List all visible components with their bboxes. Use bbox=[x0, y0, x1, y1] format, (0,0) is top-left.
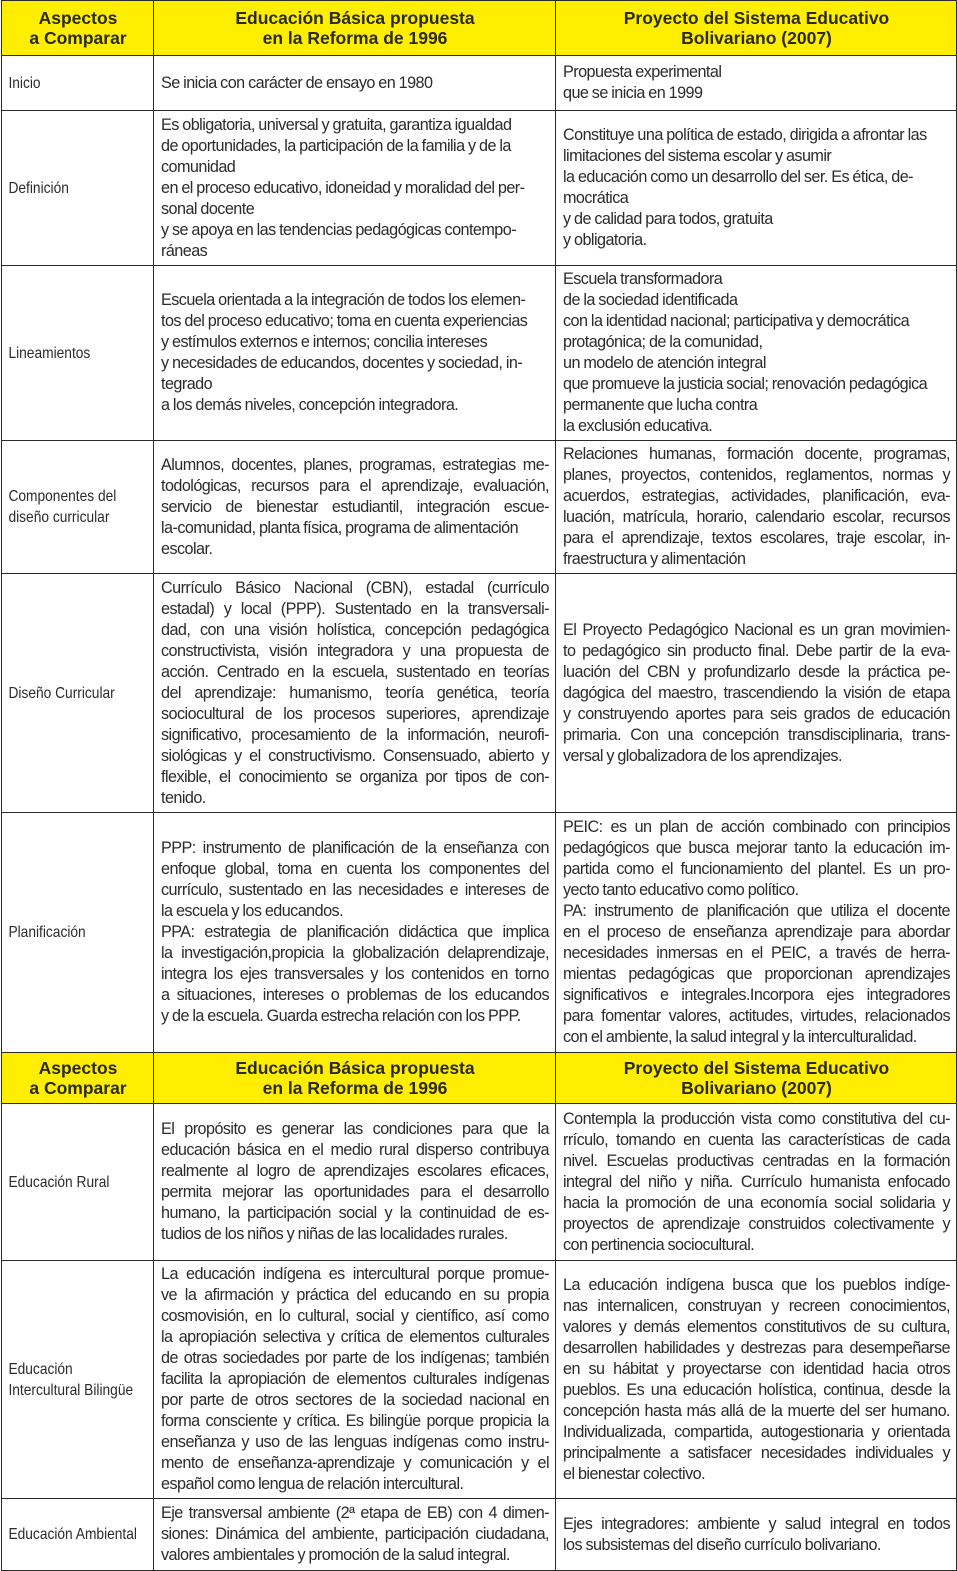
cell-text-line: acción. Centrado en la escuela, sustentado en teorías bbox=[161, 662, 549, 681]
aspect-label: Educación Rural bbox=[7, 1173, 109, 1191]
reforma-1996-cell bbox=[154, 441, 556, 574]
cell-text-line: y obligatoria. bbox=[563, 231, 647, 249]
cell-text-line: en el proceso educativo, idoneidad y moralidad del per- bbox=[161, 178, 525, 197]
cell-text-line: fraestructura y alimentación bbox=[563, 550, 746, 568]
cell-text-line: español como lengua de relación intercultural. bbox=[161, 1475, 464, 1493]
reforma-1996-cell bbox=[154, 1499, 556, 1571]
cell-text-line: constructivista, visión integradora y una propuesta de bbox=[161, 641, 549, 660]
cell-text-line: integral del niño y niña. Currículo humanista enfocado bbox=[563, 1172, 950, 1191]
cell-text-line: Relaciones humanas, formación docente, programas, bbox=[563, 445, 950, 463]
cell-text-line: rrículo, tomando en cuenta las características de cada bbox=[563, 1130, 950, 1149]
table-row bbox=[2, 441, 957, 574]
cell-text-line: valores ambientales y promoción de la salud integral. bbox=[161, 1546, 510, 1564]
column-header-line: Proyecto del Sistema Educativo bbox=[623, 8, 890, 28]
cell-text-line: todológicas, recursos para el aprendizaje, evaluación, bbox=[161, 476, 549, 495]
bolivariano-2007-cell bbox=[556, 56, 957, 111]
cell-text-line: a los demás niveles, concepción integradora. bbox=[161, 396, 459, 414]
cell-text-line: tos del proceso educativo; toma en cuenta experiencias bbox=[161, 312, 528, 330]
cell-text-line: versal y globalizadora de los aprendizajes. bbox=[563, 746, 842, 765]
column-header-line: Educación Básica propuesta bbox=[235, 1058, 475, 1078]
reforma-1996-cell bbox=[154, 1261, 556, 1499]
cell-text-line: luación, matrícula, horario, calendario escolar, recursos bbox=[563, 508, 950, 526]
aspect-label: Lineamientos bbox=[7, 344, 90, 362]
cell-text-line: valores y demás elementos constitutivos de su cultura, bbox=[563, 1317, 950, 1336]
cell-text-line: proyectos de aprendizaje construidos colectivamente y bbox=[563, 1214, 950, 1233]
aspect-cell bbox=[2, 1104, 133, 1261]
cell-text-line: to pedagógico sin producto final. Debe partir de la eva- bbox=[563, 641, 950, 660]
aspect-label: Inicio bbox=[7, 74, 41, 92]
cell-text-line: el bienestar colectivo. bbox=[563, 1464, 706, 1483]
cell-text-line: la investigación,propicia la globalización delaprendizaje, bbox=[161, 944, 549, 962]
bolivariano-2007-cell bbox=[556, 813, 957, 1053]
cell-text-line: Escuela orientada a la integración de todos los elemen- bbox=[161, 291, 526, 309]
cell-text-line: Eje transversal ambiente (2ª etapa de EB) con 4 dimen- bbox=[161, 1504, 549, 1522]
table-row bbox=[2, 56, 957, 111]
cell-text-line: con el ambiente, la salud integral y la interculturalidad. bbox=[563, 1028, 917, 1046]
aspect-cell bbox=[2, 111, 133, 266]
table-row bbox=[2, 813, 957, 1053]
cell-text-line: enfoque global, toma en cuenta los componentes del bbox=[161, 860, 549, 878]
aspect-cell bbox=[2, 1499, 137, 1571]
cell-text-line: de oportunidades, la participación de la familia y de la bbox=[161, 136, 511, 155]
cell-text-line: la apropiación selectiva y crítica de elementos culturales bbox=[161, 1328, 549, 1346]
cell-text-line: La educación indígena es intercultural porque promue- bbox=[161, 1265, 549, 1283]
cell-text-line: nas internalicen, construyan y recreen conocimientos, bbox=[563, 1296, 950, 1315]
cell-text-line: acuerdos, estrategias, actividades, planificación, eva- bbox=[563, 487, 950, 505]
column-header-line: Educación Básica propuesta bbox=[235, 8, 475, 28]
cell-text-line: hacia la promoción de una economía social solidaria y bbox=[563, 1193, 950, 1212]
cell-text-line: ráneas bbox=[161, 241, 208, 260]
cell-text-line: pueblos. Es una educación holística, continua, desde la bbox=[563, 1380, 950, 1399]
bolivariano-2007-cell bbox=[556, 441, 957, 574]
comparison-table bbox=[1, 0, 957, 1571]
cell-text-line: currículo, sustentado en las necesidades e intereses de bbox=[161, 881, 549, 899]
cell-text-line: la-comunidad, planta física, programa de alimentación bbox=[161, 518, 519, 537]
column-header-line: a Comparar bbox=[29, 1078, 127, 1098]
cell-text-line: y se apoya en las tendencias pedagógicas contempo- bbox=[161, 220, 517, 239]
cell-text-line: dad, con una visión holística, concepción pedagógica bbox=[161, 620, 549, 639]
aspect-cell bbox=[2, 813, 133, 1053]
cell-text-line: en el proceso de enseñanza aprendizaje para abordar bbox=[563, 923, 950, 941]
cell-text-line: PEIC: es un plan de acción combinado con principios bbox=[563, 818, 950, 836]
cell-text-line: luación del CBN y profundizarlo desde la práctica pe- bbox=[563, 662, 950, 681]
column-header-line: Aspectos bbox=[38, 8, 118, 28]
cell-text-line: de la sociedad identificada bbox=[563, 291, 738, 309]
bolivariano-2007-cell bbox=[556, 266, 957, 441]
aspect-cell bbox=[2, 574, 133, 813]
aspect-cell bbox=[2, 1261, 133, 1499]
column-header-2 bbox=[154, 1, 556, 56]
cell-text-line: integra los ejes transversales y los contenidos en torno bbox=[161, 965, 549, 983]
aspect-label: Educación Intercultural Bilingüe bbox=[7, 1360, 133, 1399]
header-row bbox=[2, 1053, 957, 1104]
cell-text-line: siones: Dinámica del ambiente, participación ciudadana, bbox=[161, 1525, 549, 1543]
cell-text-line: partida como el funcionamiento del plantel. Es un pro- bbox=[563, 860, 950, 878]
cell-text-line: y de calidad para todos, gratuita bbox=[563, 210, 773, 228]
cell-text-line: que se inicia en 1999 bbox=[563, 84, 703, 102]
cell-text-line: para fomentar valores, actitudes, virtudes, relacionados bbox=[563, 1007, 950, 1025]
cell-text-line: Se inicia con carácter de ensayo en 1980 bbox=[161, 73, 433, 92]
cell-text-line: realmente al logro de aprendizajes escolares eficaces, bbox=[161, 1162, 549, 1180]
reforma-1996-cell bbox=[154, 1104, 556, 1261]
column-header-line: en la Reforma de 1996 bbox=[262, 1078, 448, 1098]
reforma-1996-cell bbox=[154, 574, 556, 813]
cell-text-line: facilita la apropiación de elementos culturales indígenas bbox=[161, 1370, 549, 1388]
cell-text-line: dagógica del maestro, trascendiendo la visión de etapa bbox=[563, 683, 950, 702]
cell-text-line: significativos e integrales.Incorpora ejes integradores bbox=[563, 986, 950, 1004]
cell-text-line: la educación como un desarrollo del ser. Es ética, de- bbox=[563, 168, 914, 186]
aspect-cell bbox=[2, 56, 133, 111]
cell-text-line: significativo, procesamiento de la información, neurofi- bbox=[161, 725, 549, 744]
cell-text-line: permanente que lucha contra bbox=[563, 396, 758, 414]
cell-text-line: Alumnos, docentes, planes, programas, estrategias me- bbox=[161, 455, 549, 474]
cell-text-line: PA: instrumento de planificación que utiliza el docente bbox=[563, 902, 950, 920]
reforma-1996-cell bbox=[154, 266, 556, 441]
aspect-label: Diseño Curricular bbox=[7, 684, 115, 702]
cell-text-line: del aprendizaje: humanismo, teoría genética, teoría bbox=[161, 683, 549, 702]
cell-text-line: por parte de otros sectores de la sociedad nacional en bbox=[161, 1391, 549, 1409]
cell-text-line: y necesidades de educandos, docentes y sociedad, in- bbox=[161, 354, 523, 372]
bolivariano-2007-cell bbox=[556, 574, 957, 813]
aspect-label: Educación Ambiental bbox=[7, 1526, 137, 1543]
column-header-line: Aspectos bbox=[38, 1058, 118, 1078]
cell-text-line: PPA: estrategia de planificación didáctica que implica bbox=[161, 923, 549, 941]
column-header-2 bbox=[154, 1053, 556, 1104]
cell-text-line: la escuela y los educandos. bbox=[161, 902, 344, 920]
cell-text-line: mocrática bbox=[563, 189, 629, 207]
cell-text-line: estadal) y local (PPP). Sustentado en la transversali- bbox=[161, 599, 549, 618]
column-header-1 bbox=[2, 1053, 154, 1104]
cell-text-line: humano, la participación social y la continuidad de es- bbox=[161, 1204, 549, 1222]
cell-text-line: en su hábitat y proyectarse con identidad hacia otros bbox=[563, 1359, 950, 1378]
bolivariano-2007-cell bbox=[556, 1499, 957, 1571]
cell-text-line: planes, proyectos, contenidos, reglamentos, normas y bbox=[563, 466, 950, 484]
cell-text-line: Currículo Básico Nacional (CBN), estadal (currículo bbox=[161, 578, 549, 597]
cell-text-line: pedagógicos que busca mejorar tanto la educación im- bbox=[563, 839, 950, 857]
cell-text-line: de otras sociedades por parte de los indígenas; también bbox=[161, 1349, 549, 1367]
cell-text-line: para el aprendizaje, textos escolares, traje escolar, in- bbox=[563, 529, 950, 547]
cell-text-line: yecto tanto educativo como político. bbox=[563, 881, 799, 899]
cell-text-line: Es obligatoria, universal y gratuita, garantiza igualdad bbox=[161, 115, 512, 134]
cell-text-line: desarrollen habilidades y destrezas para desempeñarse bbox=[563, 1338, 950, 1357]
cell-text-line: necesidades inmersas en el PEIC, a través de herra- bbox=[563, 944, 950, 962]
header-row bbox=[2, 1, 957, 56]
cell-text-line: Escuela transformadora bbox=[563, 270, 723, 288]
table-row bbox=[2, 1104, 957, 1261]
cell-text-line: educación básica en el medio rural disperso contribuya bbox=[161, 1141, 549, 1159]
column-header-line: en la Reforma de 1996 bbox=[262, 28, 448, 48]
comparison-table-body bbox=[2, 1, 957, 1571]
table-row bbox=[2, 111, 957, 266]
cell-text-line: con pertinencia sociocultural. bbox=[563, 1235, 755, 1254]
cell-text-line: a situaciones, intereses o problemas de los educandos bbox=[161, 986, 549, 1004]
cell-text-line: La educación indígena busca que los pueblos indíge- bbox=[563, 1275, 950, 1294]
column-header-3 bbox=[556, 1053, 957, 1104]
cell-text-line: la exclusión educativa. bbox=[563, 417, 713, 435]
cell-text-line: y construyendo aportes para seis grados de educación bbox=[563, 704, 950, 723]
column-header-line: a Comparar bbox=[29, 28, 127, 48]
cell-text-line: escolar. bbox=[161, 539, 213, 558]
reforma-1996-cell bbox=[154, 111, 556, 266]
cell-text-line: y de la escuela. Guarda estrecha relación con los PPP. bbox=[161, 1007, 521, 1025]
cell-text-line: los subsistemas del diseño currículo bolivariano. bbox=[563, 1535, 881, 1554]
column-header-3 bbox=[556, 1, 957, 56]
cell-text-line: forma consciente y crítica. Es bilingüe porque propicia la bbox=[161, 1412, 549, 1430]
cell-text-line: sociocultural de los procesos superiores, aprendizaje bbox=[161, 704, 549, 723]
aspect-cell bbox=[2, 441, 133, 574]
cell-text-line: El propósito es generar las condiciones para que la bbox=[161, 1120, 549, 1138]
cell-text-line: cosmovisión, en lo cultural, social y científico, así como bbox=[161, 1307, 549, 1325]
cell-text-line: limitaciones del sistema escolar y asumir bbox=[563, 147, 832, 165]
cell-text-line: El Proyecto Pedagógico Nacional es un gran movimien- bbox=[563, 620, 950, 639]
cell-text-line: permita mejorar las oportunidades para el desarrollo bbox=[161, 1183, 549, 1201]
column-header-line: Bolivariano (2007) bbox=[681, 28, 832, 48]
bolivariano-2007-cell bbox=[556, 111, 957, 266]
column-header-1 bbox=[2, 1, 154, 56]
cell-text-line: enseñanza y uso de las lenguas indígenas como instru- bbox=[161, 1433, 549, 1451]
table-row bbox=[2, 1499, 957, 1571]
aspect-label: Componentes del diseño curricular bbox=[7, 488, 116, 526]
cell-text-line: siológicas y el constructivismo. Consensuado, abierto y bbox=[161, 746, 549, 765]
cell-text-line: Individualizada, compartida, autogestionaria y orientada bbox=[563, 1422, 950, 1441]
cell-text-line: servicio de bienestar estudiantil, integración escue- bbox=[161, 497, 549, 516]
cell-text-line: tegrado bbox=[161, 375, 213, 393]
cell-text-line: tenido. bbox=[161, 788, 206, 807]
cell-text-line: Ejes integradores: ambiente y salud integral en todos bbox=[563, 1514, 950, 1533]
cell-text-line: Propuesta experimental bbox=[563, 63, 722, 81]
cell-text-line: PPP: instrumento de planificación de la enseñanza con bbox=[161, 839, 549, 857]
cell-text-line: mientas pedagógicas que proporcionan aprendizajes bbox=[563, 965, 950, 983]
cell-text-line: con la identidad nacional; participativa y democrática bbox=[563, 312, 910, 330]
cell-text-line: nivel. Escuelas productivas centradas en la formación bbox=[563, 1151, 950, 1170]
cell-text-line: tudios de los niños y niñas de las localidades rurales. bbox=[161, 1225, 508, 1243]
cell-text-line: y estímulos externos e internos; concilia intereses bbox=[161, 333, 488, 351]
column-header-line: Proyecto del Sistema Educativo bbox=[623, 1058, 890, 1078]
cell-text-line: flexible, el conocimiento se organiza por tipos de con- bbox=[161, 767, 549, 786]
cell-text-line: principalmente a satisfacer necesidades individuales y bbox=[563, 1443, 950, 1462]
cell-text-line: ve la afirmación y práctica del educando en su propia bbox=[161, 1286, 549, 1304]
table-row bbox=[2, 574, 957, 813]
cell-text-line: concepción hasta más allá de la muerte del ser humano. bbox=[563, 1401, 950, 1420]
cell-text-line: protagónica; de la comunidad, bbox=[563, 333, 763, 351]
cell-text-line: mento de enseñanza-aprendizaje y comunicación y el bbox=[161, 1454, 549, 1472]
reforma-1996-cell bbox=[154, 56, 556, 111]
cell-text-line: primaria. Con una concepción transdisciplinaria, trans- bbox=[563, 725, 950, 744]
cell-text-line: comunidad bbox=[161, 157, 236, 176]
reforma-1996-cell bbox=[154, 813, 556, 1053]
cell-text-line: Contempla la producción vista como constitutiva del cu- bbox=[563, 1109, 950, 1128]
cell-text-line: un modelo de atención integral bbox=[563, 354, 766, 372]
bolivariano-2007-cell bbox=[556, 1104, 957, 1261]
table-row bbox=[2, 266, 957, 441]
aspect-label: Planificación bbox=[7, 924, 86, 941]
cell-text-line: que promueve la justicia social; renovación pedagógica bbox=[563, 375, 928, 393]
table-row bbox=[2, 1261, 957, 1499]
cell-text-line: Constituye una política de estado, dirigida a afrontar las bbox=[563, 126, 927, 144]
bolivariano-2007-cell bbox=[556, 1261, 957, 1499]
cell-text-line: sonal docente bbox=[161, 199, 255, 218]
aspect-cell bbox=[2, 266, 133, 441]
aspect-label: Definición bbox=[7, 179, 69, 197]
column-header-line: Bolivariano (2007) bbox=[681, 1078, 832, 1098]
